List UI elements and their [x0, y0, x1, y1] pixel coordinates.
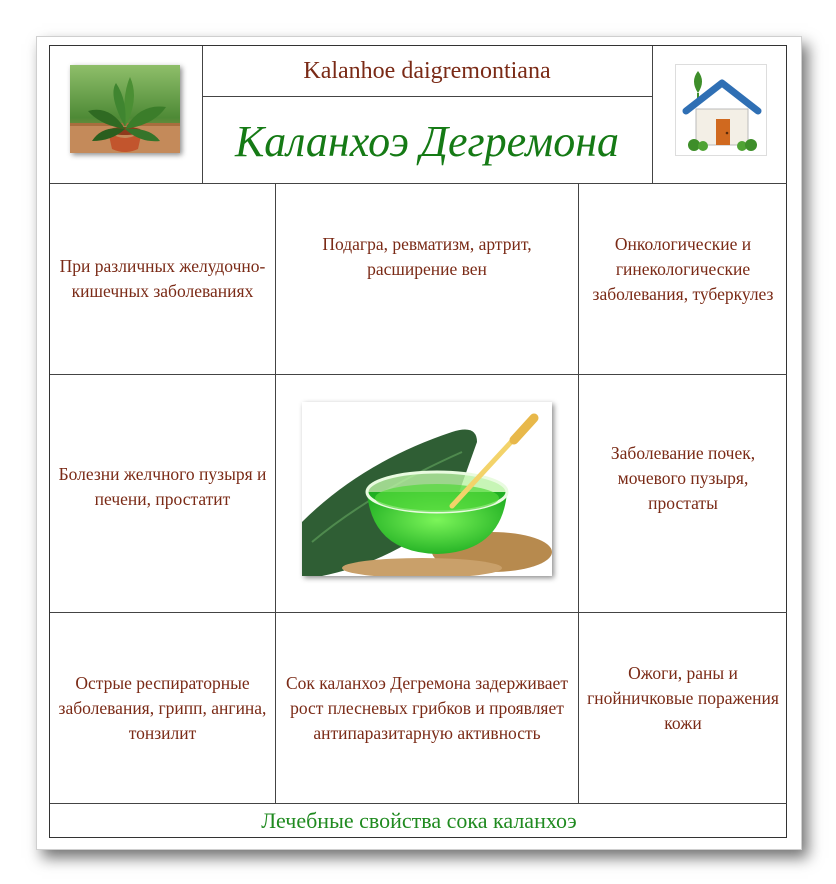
juice-photo — [302, 402, 552, 576]
cell-gallbladder: Болезни желчного пузыря и печени, простатит — [58, 463, 267, 509]
grid-line — [652, 46, 653, 184]
cell-oncology: Онкологические и гинекологические заболевания, туберкулез — [592, 234, 774, 304]
cell-juice-properties: Сок каланхоэ Дегремона задерживает рост плесневых грибков и проявляет антипаразитарную активность — [286, 672, 568, 743]
page-title: Каланхоэ Дегремона — [234, 116, 620, 166]
cell-digestive: При различных желудочно-кишечных заболеваниях — [59, 256, 266, 301]
latin-name: Kalanhoe daigremontiana — [303, 57, 551, 84]
cell-joints: Подагра, ревматизм, артрит, расширение вен — [322, 234, 532, 279]
cell-skin: Ожоги, раны и гнойничковые поражения кожи — [587, 662, 779, 733]
infographic-card — [36, 36, 802, 850]
home-icon[interactable] — [675, 64, 767, 156]
table-frame — [49, 45, 787, 838]
cell-respiratory: Острые респираторные заболевания, грипп, ангина, тонзилит — [58, 672, 267, 743]
footer-caption: Лечебные свойства сока каланхоэ — [261, 808, 577, 833]
grid-line — [202, 96, 652, 97]
cell-kidneys: Заболевание почек, мочевого пузыря, простаты — [610, 443, 756, 513]
plant-photo — [70, 65, 180, 153]
